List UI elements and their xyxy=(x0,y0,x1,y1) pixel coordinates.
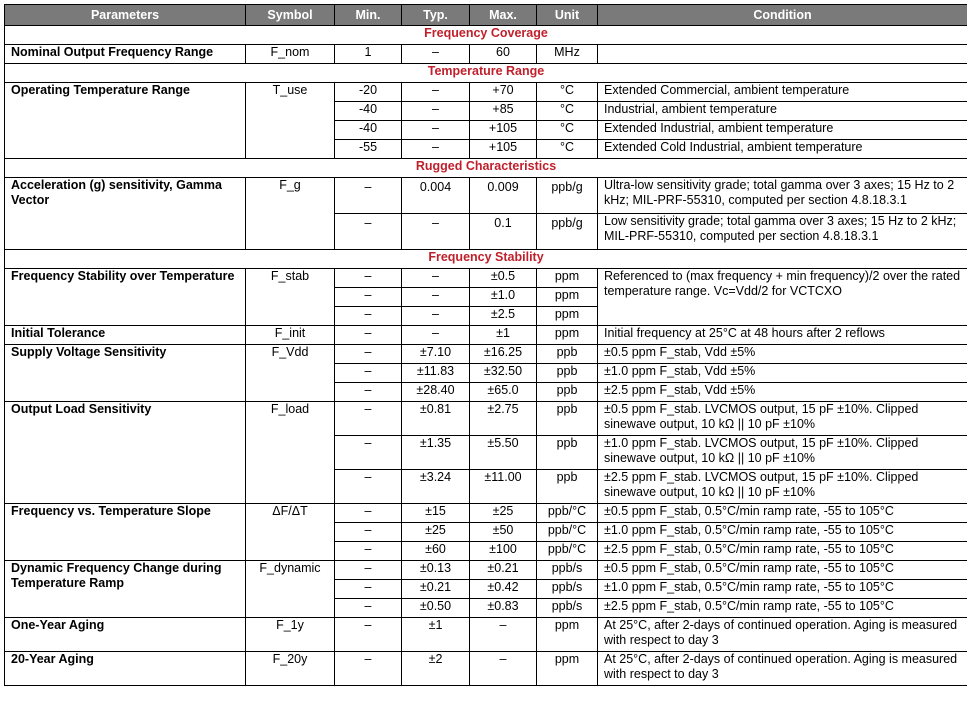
value-unit: ppb/°C xyxy=(537,504,598,523)
value-min: – xyxy=(335,178,402,214)
param-name: Acceleration (g) sensitivity, Gamma Vector xyxy=(5,178,246,250)
section-row xyxy=(5,26,968,45)
param-symbol: F_Vdd xyxy=(246,345,335,402)
value-typ: – xyxy=(402,288,470,307)
value-typ: – xyxy=(402,121,470,140)
table-row xyxy=(5,83,968,102)
section-title-rugged-characteristics: Rugged Characteristics xyxy=(5,159,968,178)
param-name: Supply Voltage Sensitivity xyxy=(5,345,246,402)
condition-text xyxy=(598,45,968,64)
value-unit: °C xyxy=(537,83,598,102)
param-name: Output Load Sensitivity xyxy=(5,402,246,504)
param-symbol: T_use xyxy=(246,83,335,159)
condition-text: ±0.5 ppm F_stab, 0.5°C/min ramp rate, -55 to 105°C xyxy=(598,504,968,523)
value-unit: ppb/g xyxy=(537,178,598,214)
value-unit: ppm xyxy=(537,326,598,345)
param-symbol: F_load xyxy=(246,402,335,504)
value-min: – xyxy=(335,618,402,652)
value-min: – xyxy=(335,652,402,686)
value-typ: ±60 xyxy=(402,542,470,561)
value-unit: ppb/s xyxy=(537,599,598,618)
value-unit: ppb xyxy=(537,402,598,436)
value-typ: ±7.10 xyxy=(402,345,470,364)
param-symbol: F_g xyxy=(246,178,335,250)
value-typ: ±1.35 xyxy=(402,436,470,470)
header-row xyxy=(5,5,968,26)
condition-text: Initial frequency at 25°C at 48 hours after 2 reflows xyxy=(598,326,968,345)
header-parameters: Parameters xyxy=(5,5,246,26)
param-name: Dynamic Frequency Change during Temperature Ramp xyxy=(5,561,246,618)
param-name: 20-Year Aging xyxy=(5,652,246,686)
param-symbol: F_stab xyxy=(246,269,335,326)
condition-text: At 25°C, after 2-days of continued operation. Aging is measured with respect to day 3 xyxy=(598,618,968,652)
value-typ: ±0.50 xyxy=(402,599,470,618)
value-max: ±0.21 xyxy=(470,561,537,580)
value-max: +105 xyxy=(470,140,537,159)
value-max: ±1 xyxy=(470,326,537,345)
value-min: 1 xyxy=(335,45,402,64)
value-min: – xyxy=(335,214,402,250)
value-typ: – xyxy=(402,326,470,345)
value-typ: ±25 xyxy=(402,523,470,542)
value-typ: – xyxy=(402,45,470,64)
value-min: – xyxy=(335,470,402,504)
value-max: ±65.0 xyxy=(470,383,537,402)
value-min: – xyxy=(335,269,402,288)
condition-text: ±1.0 ppm F_stab. LVCMOS output, 15 pF ±10%. Clipped sinewave output, 10 kΩ || 10 pF ±10% xyxy=(598,436,968,470)
value-min: -40 xyxy=(335,121,402,140)
value-unit: ppb/g xyxy=(537,214,598,250)
table-row xyxy=(5,45,968,64)
value-typ: ±2 xyxy=(402,652,470,686)
value-unit: MHz xyxy=(537,45,598,64)
value-min: – xyxy=(335,599,402,618)
value-unit: °C xyxy=(537,121,598,140)
value-unit: ppb xyxy=(537,470,598,504)
value-min: – xyxy=(335,364,402,383)
condition-text: Industrial, ambient temperature xyxy=(598,102,968,121)
header-max: Max. xyxy=(470,5,537,26)
value-typ: – xyxy=(402,307,470,326)
value-max: ±32.50 xyxy=(470,364,537,383)
value-min: – xyxy=(335,580,402,599)
condition-text: Low sensitivity grade; total gamma over 3 axes; 15 Hz to 2 kHz; MIL-PRF-55310, computed per section 4.8.18.3.1 xyxy=(598,214,968,250)
table-row xyxy=(5,561,968,580)
value-typ: – xyxy=(402,140,470,159)
value-max: +85 xyxy=(470,102,537,121)
value-typ: ±3.24 xyxy=(402,470,470,504)
table-row xyxy=(5,345,968,364)
condition-text: At 25°C, after 2-days of continued operation. Aging is measured with respect to day 3 xyxy=(598,652,968,686)
value-typ: – xyxy=(402,102,470,121)
value-max: 60 xyxy=(470,45,537,64)
condition-text: ±2.5 ppm F_stab, 0.5°C/min ramp rate, -55 to 105°C xyxy=(598,599,968,618)
header-unit: Unit xyxy=(537,5,598,26)
section-title-temperature-range: Temperature Range xyxy=(5,64,968,83)
value-unit: ppb xyxy=(537,345,598,364)
value-max: ±50 xyxy=(470,523,537,542)
condition-text: ±1.0 ppm F_stab, Vdd ±5% xyxy=(598,364,968,383)
value-max: ±25 xyxy=(470,504,537,523)
condition-text: ±1.0 ppm F_stab, 0.5°C/min ramp rate, -55 to 105°C xyxy=(598,580,968,599)
value-unit: °C xyxy=(537,140,598,159)
value-max: ±16.25 xyxy=(470,345,537,364)
condition-text: ±1.0 ppm F_stab, 0.5°C/min ramp rate, -55 to 105°C xyxy=(598,523,968,542)
value-typ: ±15 xyxy=(402,504,470,523)
value-typ: 0.004 xyxy=(402,178,470,214)
value-max: ±0.5 xyxy=(470,269,537,288)
value-max: ±5.50 xyxy=(470,436,537,470)
value-typ: – xyxy=(402,269,470,288)
specification-table xyxy=(4,4,967,686)
value-max: +70 xyxy=(470,83,537,102)
value-typ: ±0.13 xyxy=(402,561,470,580)
value-max: 0.009 xyxy=(470,178,537,214)
condition-text: Ultra-low sensitivity grade; total gamma over 3 axes; 15 Hz to 2 kHz; MIL-PRF-55310, computed per section 4.8.18.3.1 xyxy=(598,178,968,214)
param-name: Frequency vs. Temperature Slope xyxy=(5,504,246,561)
table-row xyxy=(5,618,968,652)
value-unit: °C xyxy=(537,102,598,121)
value-min: – xyxy=(335,542,402,561)
value-typ: ±1 xyxy=(402,618,470,652)
table-row xyxy=(5,178,968,214)
value-unit: ppb xyxy=(537,436,598,470)
param-symbol: F_20y xyxy=(246,652,335,686)
section-row xyxy=(5,159,968,178)
value-unit: ppm xyxy=(537,652,598,686)
value-min: – xyxy=(335,383,402,402)
value-min: -20 xyxy=(335,83,402,102)
value-min: – xyxy=(335,402,402,436)
value-max: – xyxy=(470,652,537,686)
value-max: 0.1 xyxy=(470,214,537,250)
value-max: ±0.42 xyxy=(470,580,537,599)
param-symbol: ΔF/ΔT xyxy=(246,504,335,561)
condition-text: Extended Industrial, ambient temperature xyxy=(598,121,968,140)
value-unit: ppm xyxy=(537,307,598,326)
value-max: ±100 xyxy=(470,542,537,561)
value-unit: ppb xyxy=(537,383,598,402)
value-typ: ±0.21 xyxy=(402,580,470,599)
condition-text: ±0.5 ppm F_stab. LVCMOS output, 15 pF ±10%. Clipped sinewave output, 10 kΩ || 10 pF ±10% xyxy=(598,402,968,436)
value-min: – xyxy=(335,561,402,580)
value-min: – xyxy=(335,288,402,307)
value-typ: ±0.81 xyxy=(402,402,470,436)
param-name: Initial Tolerance xyxy=(5,326,246,345)
table-row xyxy=(5,652,968,686)
value-max: – xyxy=(470,618,537,652)
table-row xyxy=(5,504,968,523)
condition-text: ±2.5 ppm F_stab, Vdd ±5% xyxy=(598,383,968,402)
value-max: ±2.5 xyxy=(470,307,537,326)
param-name: One-Year Aging xyxy=(5,618,246,652)
section-row xyxy=(5,250,968,269)
value-max: ±11.00 xyxy=(470,470,537,504)
spec-table-container xyxy=(4,4,967,728)
value-min: -55 xyxy=(335,140,402,159)
value-typ: – xyxy=(402,83,470,102)
value-unit: ppm xyxy=(537,288,598,307)
param-name: Operating Temperature Range xyxy=(5,83,246,159)
value-unit: ppb/s xyxy=(537,561,598,580)
condition-text: Referenced to (max frequency + min frequency)/2 over the rated temperature range. Vc=Vdd/2 for VCTCXO xyxy=(598,269,968,326)
value-unit: ppm xyxy=(537,618,598,652)
value-unit: ppb xyxy=(537,364,598,383)
value-min: -40 xyxy=(335,102,402,121)
header-symbol: Symbol xyxy=(246,5,335,26)
value-max: ±1.0 xyxy=(470,288,537,307)
value-unit: ppb/°C xyxy=(537,542,598,561)
value-typ: – xyxy=(402,214,470,250)
value-max: ±2.75 xyxy=(470,402,537,436)
condition-text: Extended Cold Industrial, ambient temperature xyxy=(598,140,968,159)
condition-text: ±2.5 ppm F_stab, 0.5°C/min ramp rate, -55 to 105°C xyxy=(598,542,968,561)
header-min: Min. xyxy=(335,5,402,26)
section-title-frequency-stability: Frequency Stability xyxy=(5,250,968,269)
value-min: – xyxy=(335,436,402,470)
value-unit: ppb/°C xyxy=(537,523,598,542)
section-title-frequency-coverage: Frequency Coverage xyxy=(5,26,968,45)
value-min: – xyxy=(335,307,402,326)
param-symbol: F_dynamic xyxy=(246,561,335,618)
condition-text: ±0.5 ppm F_stab, Vdd ±5% xyxy=(598,345,968,364)
condition-text: Extended Commercial, ambient temperature xyxy=(598,83,968,102)
param-name: Nominal Output Frequency Range xyxy=(5,45,246,64)
value-min: – xyxy=(335,345,402,364)
table-row xyxy=(5,402,968,436)
condition-text: ±0.5 ppm F_stab, 0.5°C/min ramp rate, -55 to 105°C xyxy=(598,561,968,580)
value-min: – xyxy=(335,326,402,345)
value-unit: ppm xyxy=(537,269,598,288)
value-min: – xyxy=(335,523,402,542)
param-symbol: F_init xyxy=(246,326,335,345)
param-symbol: F_1y xyxy=(246,618,335,652)
param-name: Frequency Stability over Temperature xyxy=(5,269,246,326)
value-max: +105 xyxy=(470,121,537,140)
value-min: – xyxy=(335,504,402,523)
section-row xyxy=(5,64,968,83)
table-row xyxy=(5,326,968,345)
value-typ: ±28.40 xyxy=(402,383,470,402)
value-typ: ±11.83 xyxy=(402,364,470,383)
condition-text: ±2.5 ppm F_stab. LVCMOS output, 15 pF ±10%. Clipped sinewave output, 10 kΩ || 10 pF ±10% xyxy=(598,470,968,504)
param-symbol: F_nom xyxy=(246,45,335,64)
header-condition: Condition xyxy=(598,5,968,26)
table-row xyxy=(5,269,968,288)
value-max: ±0.83 xyxy=(470,599,537,618)
value-unit: ppb/s xyxy=(537,580,598,599)
header-typ: Typ. xyxy=(402,5,470,26)
